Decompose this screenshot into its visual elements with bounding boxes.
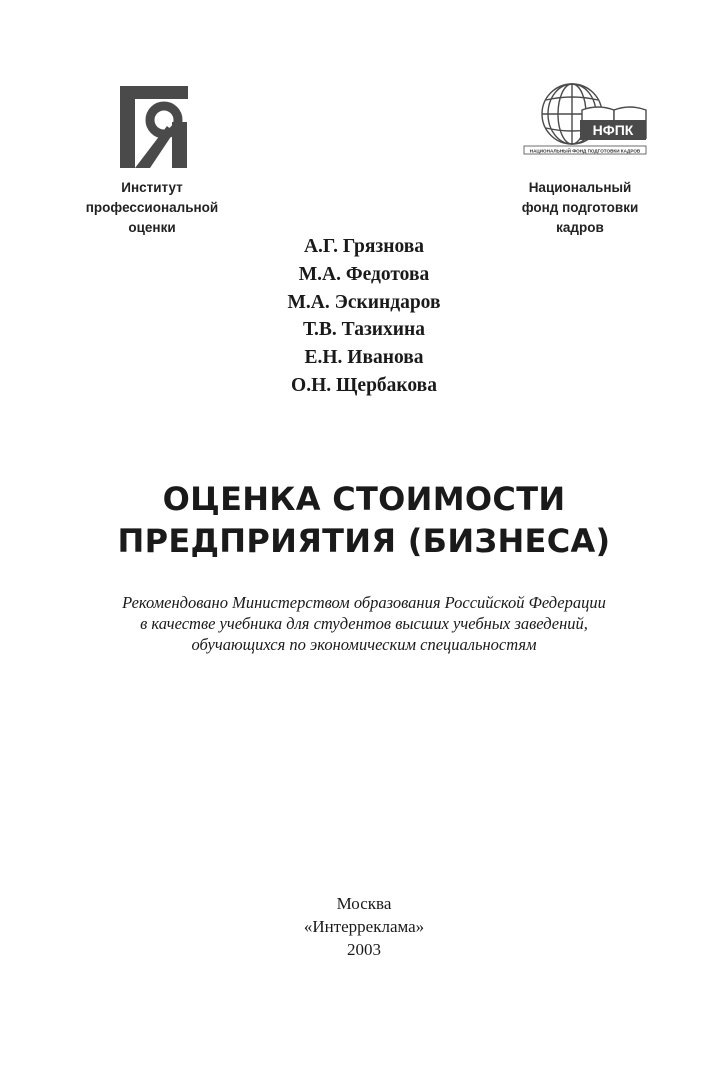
institute-name-line: Институт [121,180,183,195]
ministry-recommendation [60,592,668,655]
author-list [214,233,514,400]
author-name: М.А. Эскиндаров [287,291,441,313]
recommendation-line: в качестве учебника для студентов высших учебных заведений, [140,614,588,633]
book-title-line: ОЦЕНКА СТОИМОСТИ [162,480,566,518]
author-name: О.Н. Щербакова [291,374,437,396]
institute-name-line: оценки [128,220,176,235]
author-name: М.А. Федотова [298,263,430,285]
imprint-year: 2003 [347,940,381,959]
institute-logo-icon [112,82,192,172]
imprint-city: Москва [336,894,392,913]
institute-logo [112,82,192,172]
fund-name-line: фонд подготовки [521,200,639,215]
author-name: Е.Н. Иванова [304,347,424,369]
institute-name-line: профессиональной [85,200,219,215]
nfpk-globe-book-logo [520,80,650,160]
author-name: Т.В. Тазихина [303,319,425,341]
nfpk-abbreviation: НФПК [592,122,634,138]
recommendation-line: обучающихся по экономическим специальностям [191,635,537,654]
nfpk-caption: НАЦИОНАЛЬНЫЙ ФОНД ПОДГОТОВКИ КАДРОВ [529,148,641,154]
institute-name [62,178,242,238]
fund-name [500,178,660,238]
book-title-line: ПРЕДПРИЯТИЯ (БИЗНЕСА) [117,522,611,560]
nfpk-logo [520,80,650,160]
imprint-publisher: «Интерреклама» [303,917,425,936]
fund-name-line: Национальный [528,180,632,195]
imprint [214,892,514,961]
book-title [40,478,688,562]
fund-name-line: кадров [556,220,604,235]
author-name: А.Г. Грязнова [303,236,425,257]
recommendation-line: Рекомендовано Министерством образования Российской Федерации [122,593,606,612]
